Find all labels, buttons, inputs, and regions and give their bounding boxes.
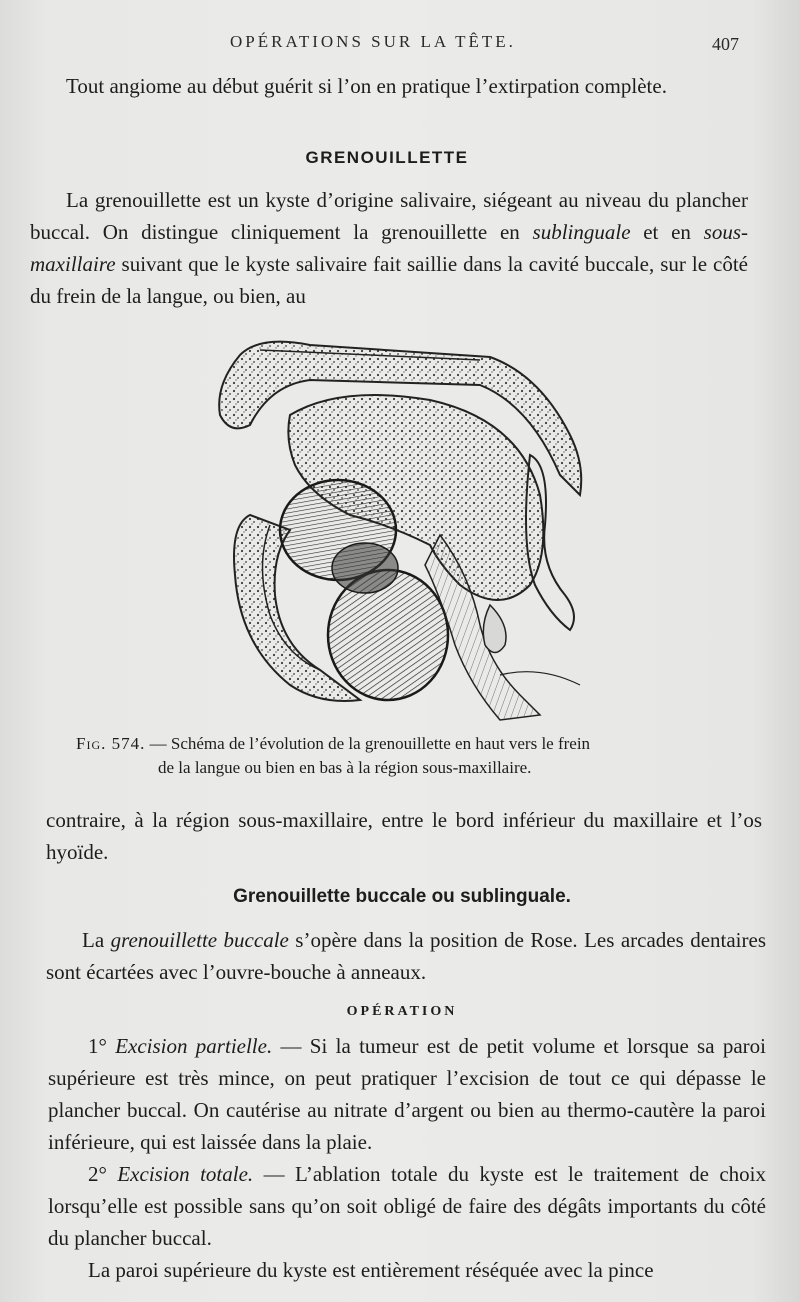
page-number: 407 xyxy=(712,34,739,54)
grenouillette-schema-illustration xyxy=(200,325,600,725)
operation-item-2: 2° Excision totale. — L’ablation totale du kyste est le traitement de choix lorsqu’elle est possible sans qu’on soit obligé de faire des dégâts importants du côté du plancher buccal. xyxy=(48,1162,766,1250)
running-head xyxy=(0,30,800,56)
running-title: OPÉRATIONS SUR LA TÊTE. xyxy=(230,32,516,51)
caption-line-1: — Schéma de l’évolution de la grenouillette en haut vers le frein xyxy=(145,734,591,753)
continuation-paragraph: contraire, à la région sous-maxillaire, entre le bord inférieur du maxillaire et l’os hyoïde. xyxy=(46,808,762,864)
figure-label: Fig. 574. xyxy=(76,734,146,753)
caption-line-2: de la langue ou bien en bas à la région sous-maxillaire. xyxy=(158,758,532,777)
operation-title: OPÉRATION xyxy=(346,1004,458,1019)
intro-paragraph: Tout angiome au début guérit si l’on en pratique l’extirpation complète. xyxy=(66,74,667,98)
figure-caption xyxy=(76,732,736,780)
section-title: GRENOUILLETTE xyxy=(305,148,469,167)
operation-item-1: 1° Excision partielle. — Si la tumeur est de petit volume et lorsque sa paroi supérieure est très mince, on peut pratiquer l’excision de tout ce qui dépasse le plancher buccal. On cautérise au nitrate d’argent ou bien au thermo-cautère la paroi inférieure, qui est laissée dans la plaie. xyxy=(48,1034,766,1154)
anatomical-figure xyxy=(200,325,600,725)
subsection-paragraph: La grenouillette buccale s’opère dans la position de Rose. Les arcades dentaires sont écartées avec l’ouvre-bouche à anneaux. xyxy=(46,928,767,984)
subsection-title: Grenouillette buccale ou sublinguale. xyxy=(233,886,571,907)
operation-last-line: La paroi supérieure du kyste est entièrement réséquée avec la pince xyxy=(88,1258,654,1282)
section-paragraph: La grenouillette est un kyste d’origine salivaire, siégeant au niveau du plancher buccal. On distingue cliniquement la grenouillette en sublinguale et en sous-maxillaire suivant que le kyste salivaire fait saillie dans la cavité buccale, sur le côté du frein de la langue, ou bien, au xyxy=(30,188,749,308)
